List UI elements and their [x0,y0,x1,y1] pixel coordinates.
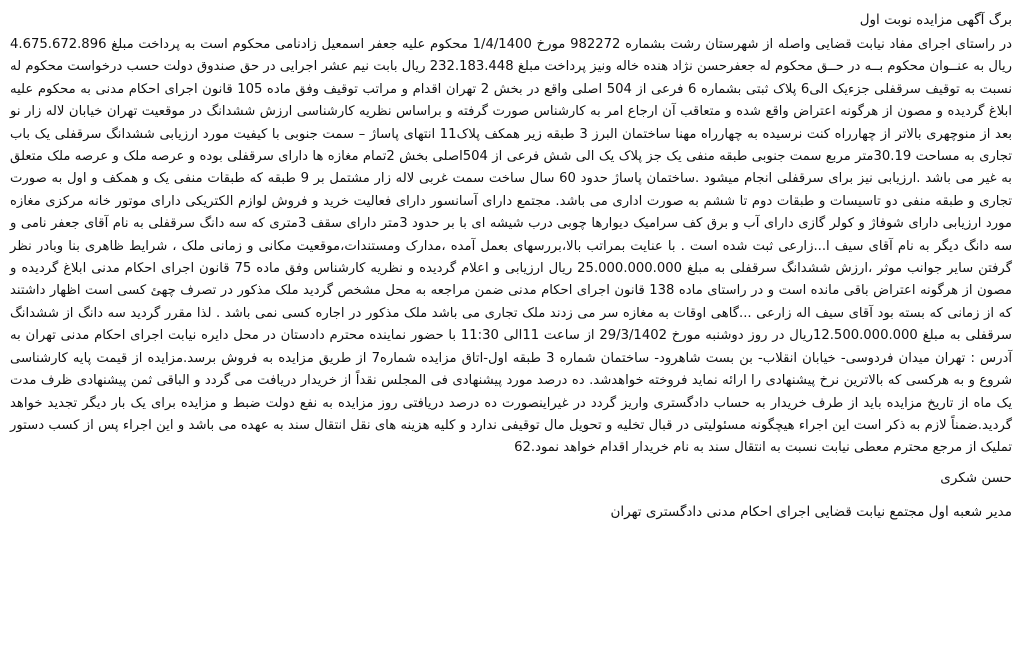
signer-name: حسن شکری [940,469,1012,486]
issuing-organization: مدیر شعبه اول مجتمع نیابت قضایی اجرای احکام مدنی دادگستری تهران [610,503,1012,520]
notice-body: در راستای اجرای مفاد نیابت قضایی واصله از شهرستان رشت بشماره 982272 مورخ 1/4/1400 محکوم علیه جعفر اسمعیل زادنامی محکوم است به پرداخت مبلغ 4.675.672.896 ریال به عنــوان محکوم بــه در حــق محکوم له جعفرحسن نژاد هنده خاله ونیز پرداخت مبلغ 232.183.448 ریال بابت نیم عشر اجرایی در حق صندوق دولت حسب درخواست محکوم له نسبت به توقیف سرقفلی جزءیک الی6 پلاک ثبتی بشماره 6 فرعی از 504 اصلی واقع در بخش 2 تهران اقدام و مراتب توقیف وفق ماده 105 قانون اجرای احکام مدنی به محکوم علیه ابلاغ گردیده و مصون از هرگونه اعتراض واقع شده و متعاقب آن ارجاع امر به کارشناس صورت گرفته و براساس نظریه کارشناسی ارزش ششدانگ در موقعیت تهران خیابان لاله زار نو بعد از منوچهری بالاتر از چهارراه کنت نرسیده به چهارراه مهنا ساختمان البرز 3 طبقه زیر همکف پلاک11 انتهای پاساژ – سمت جنوبی با کیفیت مورد ارزیابی ششدانگ سرقفلی یک باب تجاری به مساحت 30.19متر مربع سمت جنوبی طبقه منفی یک جز پلاک یک الی شش فرعی از 504اصلی بخش 2تمام مغازه ها دارای سرقفلی بوده و عرصه ملک و عرصه ملک متعلق به غیر می باشد .ارزیابی نیز برای سرقفلی انجام میشود .ساختمان پاساژ حدود 60 سال ساخت سمت غربی لاله زار مشتمل بر 9 طبقه که طبقات منفی یک و همکف و اول به صورت تجاری و طبقه منفی دو تاسیسات و طبقات دوم تا ششم به صورت اداری می باشد. مجتمع دارای آسانسور دارای فعالیت خرید و فروش لوازم الکتریکی دارای موتور خانه مرکزی مغازه مورد ارزیابی دارای شوفاژ و کولر گازی دارای آب و برق کف سرامیک دیوارها چوبی درب شیشه ای با بر حدود 3متر دارای سقف 3متری که سه دانگ سرقفلی به نام آقای جعفر نامی و سه دانگ دیگر به نام آقای سیف ا...زارعی ثبت شده است . با عنایت بمراتب بالا،بررسهای بعمل آمده ،مدارک ومستندات،موقعیت مکانی و زمانی ملک ، شرایط ظاهری بنا وبادر نظر گرفتن سایر جوانب موثر ،ارزش ششدانگ سرقفلی به مبلغ 25.000.000.000 ریال ارزیابی و اعلام گردیده و نظریه کارشناس وفق ماده 75 قانون اجرای احکام مدنی ابلاغ گردیده و مصون از هرگونه اعتراض باقی مانده است و در راستای ماده 138 قانون اجرای احکام مدنی ضمن مراجعه به محل مشخص گردید ملک مذکور در تصرف چهئ کسی است اظهار داشتند که از زمانی که بسته بود آقای سیف اله زارعی ...گاهی اوقات به مغازه سر می زدند ملک تجاری می باشد ملک مذکور در اجاره کسی نمی باشد . لذا مقرر گردید سه دانگ از ششدانگ سرقفلی به مبلغ 12.500.000.000ریال در روز دوشنبه مورخ 29/3/1402 از ساعت 11الی 11:30 با حضور نماینده محترم دادستان در محل دایره نیابت اجرای احکام مدنی تهران به آدرس : تهران میدان فردوسی- خیابان انقلاب- بن بست شاهرود- ساختمان شماره 3 طبقه اول-اتاق مزایده شماره7 از طریق مزایده به فروش برسد.مزایده از قیمت پایه کارشناسی شروع و به هرکسی که بالاترین نرخ پیشنهادی را ارائه نماید فروخته خواهدشد. ده درصد مورد پیشنهادی فی المجلس نقداً از خریدار دریافت می گردد و الباقی ثمن پیشنهادی ظرف مدت یک ماه از تاریخ مزایده باید از طرف خریدار به حساب دادگستری واریز گردد در غیراینصورت ده درصد دریافتی روز مزایده به نفع دولت ضبط و مزایده برای یک بار دیگر تجدید خواهد گردید.ضمناً لازم به ذکر است این اجراء هیچگونه مسئولیتی در قبال تخلیه و تحویل مال توقیفی ندارد و کلیه هزینه های نقل انتقال سند به عهده می باشد و این اجراء پس از کسب دستور تملیک از مرجع محترم معطی نیابت نسبت به انتقال سند به نام خریدار اقدام خواهد نمود.62 [10,37,1013,456]
document-title: برگ آگهی مزایده نوبت اول [859,12,1012,28]
